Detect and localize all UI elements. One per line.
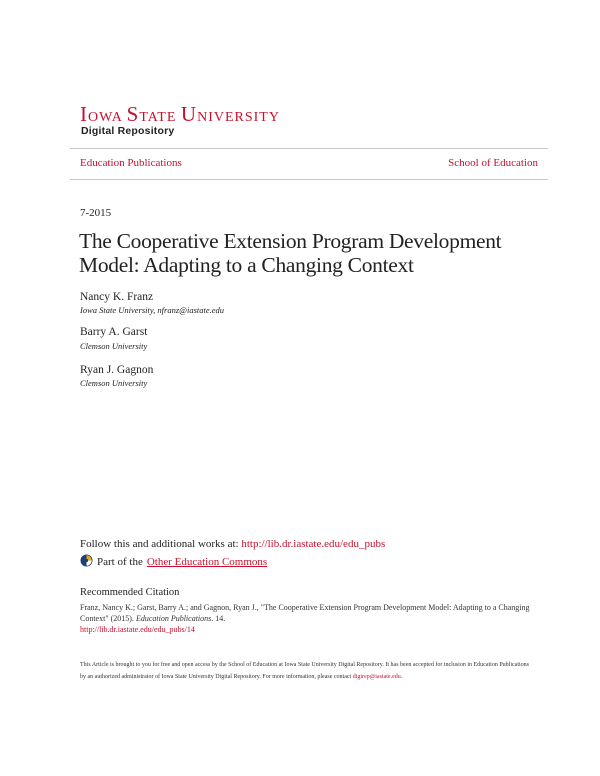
author-name: Ryan J. Gagnon (80, 364, 154, 376)
logo-subtitle: Digital Repository (81, 125, 175, 137)
divider-bottom (70, 179, 548, 180)
logo-part: S (126, 102, 140, 126)
school-of-education-link[interactable]: School of Education (448, 157, 538, 169)
author-name: Barry A. Garst (80, 326, 148, 338)
citation-end: . 14. (211, 614, 226, 623)
author-affiliation: Clemson University (80, 378, 148, 388)
publication-date: 7-2015 (80, 207, 112, 219)
education-publications-link[interactable]: Education Publications (80, 157, 182, 169)
citation-journal: Education Publications (135, 614, 212, 623)
network-commons-icon (80, 554, 93, 570)
part-of-line (80, 554, 267, 570)
follow-line (80, 538, 385, 550)
logo-part: NIVERSITY (197, 110, 280, 125)
author-name: Nancy K. Franz (80, 291, 154, 303)
logo-part: U (180, 102, 198, 126)
edu-pubs-link[interactable]: http://lib.dr.iastate.edu/edu_pubs (241, 538, 386, 550)
author-affiliation: Iowa State University, nfranz@iastate.edu (80, 305, 225, 315)
follow-prefix: Follow this and additional works at: (80, 538, 242, 550)
citation-text (80, 602, 530, 635)
contact-email-link[interactable]: digirep@iastate.edu (352, 674, 401, 680)
logo-part: TATE (139, 110, 181, 125)
citation-body: Franz, Nancy K.; Garst, Barry A.; and Gagnon, Ryan J., "The Cooperative Extension Program Development Model: Adapting to a Changing Context" (2015). (80, 603, 530, 623)
repository-notice (80, 659, 530, 683)
logo-part: OWA (88, 110, 127, 125)
part-of-prefix: Part of the (97, 556, 143, 568)
university-logo-wordmark (80, 104, 280, 125)
citation-link[interactable]: http://lib.dr.iastate.edu/edu_pubs/14 (80, 625, 195, 634)
notice-end: . (400, 674, 403, 680)
notice-text: This Article is brought to you for free and open access by the School of Education at Iowa State University Digital Repository. It has been accepted for inclusion in Education Publications by an authorized administrator of Iowa State University Digital Repository. For more information, please contact (80, 662, 529, 680)
author-affiliation: Clemson University (80, 341, 148, 351)
logo-part: I (80, 102, 88, 126)
other-education-commons-link[interactable]: Other Education Commons (146, 556, 268, 568)
recommended-citation-heading: Recommended Citation (80, 587, 180, 598)
divider-top (70, 148, 548, 149)
paper-title: The Cooperative Extension Program Development Model: Adapting to a Changing Context (79, 229, 502, 277)
